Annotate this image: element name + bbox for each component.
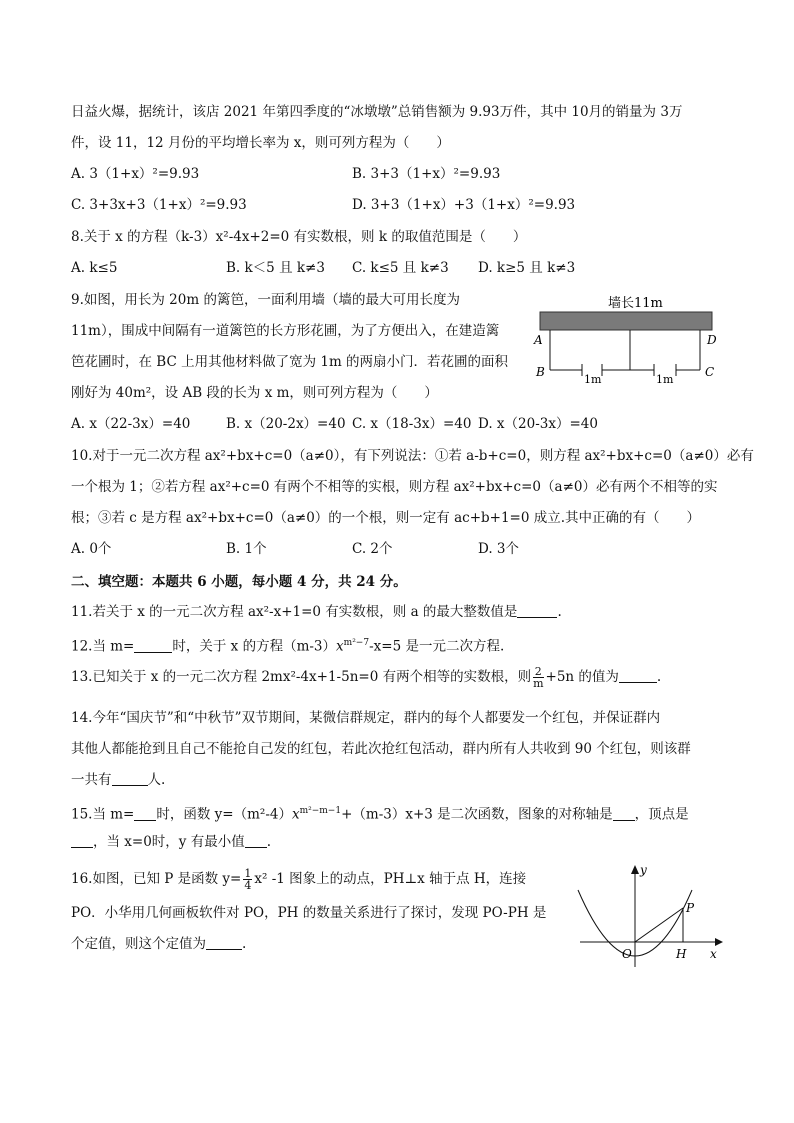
q12-x: x [336, 638, 344, 655]
q14-text-post: 人. [147, 772, 166, 788]
q7-option-c: C. 3+3x+3（1+x）²=9.93 [71, 197, 247, 213]
q10-option-b: B. 1个 [226, 541, 267, 557]
q16-label-o: O [622, 947, 632, 961]
q7-option-d: D. 3+3（1+x）+3（1+x）²=9.93 [352, 197, 576, 213]
q9-option-b: B. x（20-2x）=40 [226, 416, 346, 432]
q16-x-axis-arrow [715, 938, 723, 946]
q8-stem: 8.关于 x 的方程（k-3）x²-4x+2=0 有实数根，则 k 的取值范围是（ ） [71, 229, 527, 245]
q15-text-4: ，顶点是 [634, 806, 689, 823]
q9-line3: 笆花圃时，在 BC 上用其他材料做了宽为 1m 的两扇小门．若花圃的面积 [71, 354, 509, 370]
q9-door1-label: 1m [584, 373, 602, 386]
q16-parabola-figure [570, 862, 730, 972]
q15-x: x [291, 806, 300, 823]
q13-frac-den: m [533, 677, 544, 690]
q9-fence-figure [530, 290, 720, 390]
q9-line2: 11m），围成中间隔有一道篱笆的长方形花圃，为了方便出入，在建造篱 [71, 323, 500, 339]
q16-y-axis-arrow [631, 865, 639, 874]
q15-line2 [71, 832, 271, 852]
q16-label-p: P [686, 901, 695, 915]
q9-label-b: B [536, 365, 545, 379]
q9-line1: 9.如图，用长为 20m 的篱笆，一面利用墙（墙的最大可用长度为 [71, 292, 460, 308]
q14-answer-blank[interactable] [112, 771, 148, 786]
q9-wall [540, 312, 712, 330]
q9-label-d: D [707, 333, 717, 347]
q12-text-pre: 12.当 m= [71, 638, 135, 655]
q14-line3 [71, 770, 165, 790]
q15-text-2: 时，函数 y=（m²-4） [156, 806, 292, 823]
q12-text-post: -x=5 是一元二次方程. [369, 638, 505, 655]
q16-segment-po [635, 908, 683, 942]
q10-option-a: A. 0个 [71, 541, 112, 557]
q8-option-c: C. k≤5 且 k≠3 [352, 260, 449, 276]
q15-text-3: +（m-3）x+3 是二次函数，图象的对称轴是 [341, 806, 613, 823]
q9-door2-label: 1m [656, 373, 674, 386]
q9-label-c: C [705, 365, 715, 379]
q16-label-y: y [640, 863, 647, 877]
q13-text-mid: +5n 的值为 [545, 669, 619, 685]
q12-text-mid: 时，关于 x 的方程（m-3） [172, 638, 337, 655]
q9-label-a: A [534, 333, 543, 347]
q13-text-pre: 13.已知关于 x 的一元二次方程 2mx²-4x+1-5n=0 有两个相等的实数根，则 [71, 669, 532, 685]
q7-option-b: B. 3+3（1+x）²=9.93 [352, 166, 501, 182]
q15-text-5: ，当 x=0时，y 有最小值 [93, 834, 245, 850]
q10-line1: 10.对于一元二次方程 ax²+bx+c=0（a≠0），有下列说法：①若 a-b+c=0，则方程 ax²+bx+c=0（a≠0）必有 [71, 448, 754, 464]
q12-line [71, 633, 504, 657]
q16-frac-num: 1 [244, 867, 252, 880]
q9-option-d: D. x（20-3x）=40 [478, 416, 598, 432]
q10-line2: 一个根为 1；②若方程 ax²+c=0 有两个不相等的实根，则方程 ax²+bx+c=0（a≠0）必有两个不相等的实 [71, 479, 718, 495]
q15-line1 [71, 801, 689, 825]
q8-option-a: A. k≤5 [71, 260, 118, 276]
q7-option-a: A. 3（1+x）²=9.93 [71, 166, 200, 182]
q16-text-post: x² -1 图象上的动点，PH⊥x 轴于点 H，连接 [254, 871, 527, 887]
q14-line2: 其他人都能抢到且自己不能抢自己发的红包，若此次抢红包活动，群内所有人共收到 90 个红包，则该群 [71, 741, 691, 757]
section-fill-in-header: 二、填空题：本题共 6 小题，每小题 4 分，共 24 分。 [71, 574, 407, 590]
q15-exponent: m²−m−1 [299, 806, 342, 816]
q16-text-pre3: 个定值，则这个定值为 [71, 936, 206, 952]
q13-line [71, 666, 661, 689]
q11-answer-blank[interactable] [517, 603, 557, 618]
q8-option-d: D. k≥5 且 k≠3 [478, 260, 576, 276]
q13-fraction [533, 666, 543, 689]
q15-blank-min[interactable] [245, 833, 267, 848]
q16-fraction [243, 868, 252, 891]
q15-blank-axis[interactable] [613, 806, 635, 821]
q13-frac-num: 2 [534, 665, 542, 678]
q16-frac-den: 4 [244, 879, 252, 892]
q16-answer-blank[interactable] [206, 935, 242, 950]
q15-blank-vertex[interactable] [71, 833, 93, 848]
q13-end: . [656, 669, 662, 685]
q10-line3: 根；③若 c 是方程 ax²+bx+c=0（a≠0）的一个根，则一定有 ac+b+1=0 成立.其中正确的有（ ） [71, 510, 701, 526]
q12-answer-blank[interactable] [134, 638, 172, 653]
q16-text-post3: . [242, 936, 247, 952]
q14-line1: 14.今年“国庆节”和“中秋节”双节期间，某微信群规定，群内的每个人都要发一个红包，并保证群内 [71, 710, 661, 726]
q14-text-pre: 一共有 [71, 772, 112, 788]
q8-option-b: B. k＜5 且 k≠3 [226, 260, 325, 276]
q16-line1 [71, 868, 526, 891]
q16-text-pre: 16.如图，已知 P 是函数 y= [71, 871, 242, 887]
q9-option-c: C. x（18-3x）=40 [352, 416, 472, 432]
q15-blank-m[interactable] [134, 806, 156, 821]
q7-line1: 日益火爆，据统计，该店 2021 年第四季度的“冰墩墩”总销售额为 9.93万件，其中 10月的销量为 3万 [71, 104, 683, 120]
q11-end: . [557, 604, 562, 620]
q11-line [71, 602, 562, 622]
q11-text: 11.若关于 x 的一元二次方程 ax²-x+1=0 有实数根，则 a 的最大整数值是 [71, 604, 518, 620]
q16-label-h: H [676, 947, 687, 961]
q10-option-d: D. 3个 [478, 541, 520, 557]
q7-line2: 件，设 11，12 月份的平均增长率为 x，则可列方程为（ ） [71, 135, 450, 151]
q16-label-x: x [710, 947, 717, 961]
q16-line3 [71, 934, 246, 954]
q10-option-c: C. 2个 [352, 541, 393, 557]
q16-line2: PO．小华用几何画板软件对 PO，PH 的数量关系进行了探讨，发现 PO-PH 是 [71, 905, 547, 921]
q9-wall-label: 墙长11m [608, 296, 663, 311]
q9-option-a: A. x（22-3x）=40 [71, 416, 191, 432]
q9-line4: 刚好为 40m²，设 AB 段的长为 x m，则可列方程为（ ） [71, 385, 438, 401]
q13-answer-blank[interactable] [619, 668, 657, 683]
q15-text-6: . [266, 834, 272, 850]
q15-text-1: 15.当 m= [71, 806, 135, 823]
q12-exponent: m²−7 [343, 638, 370, 648]
